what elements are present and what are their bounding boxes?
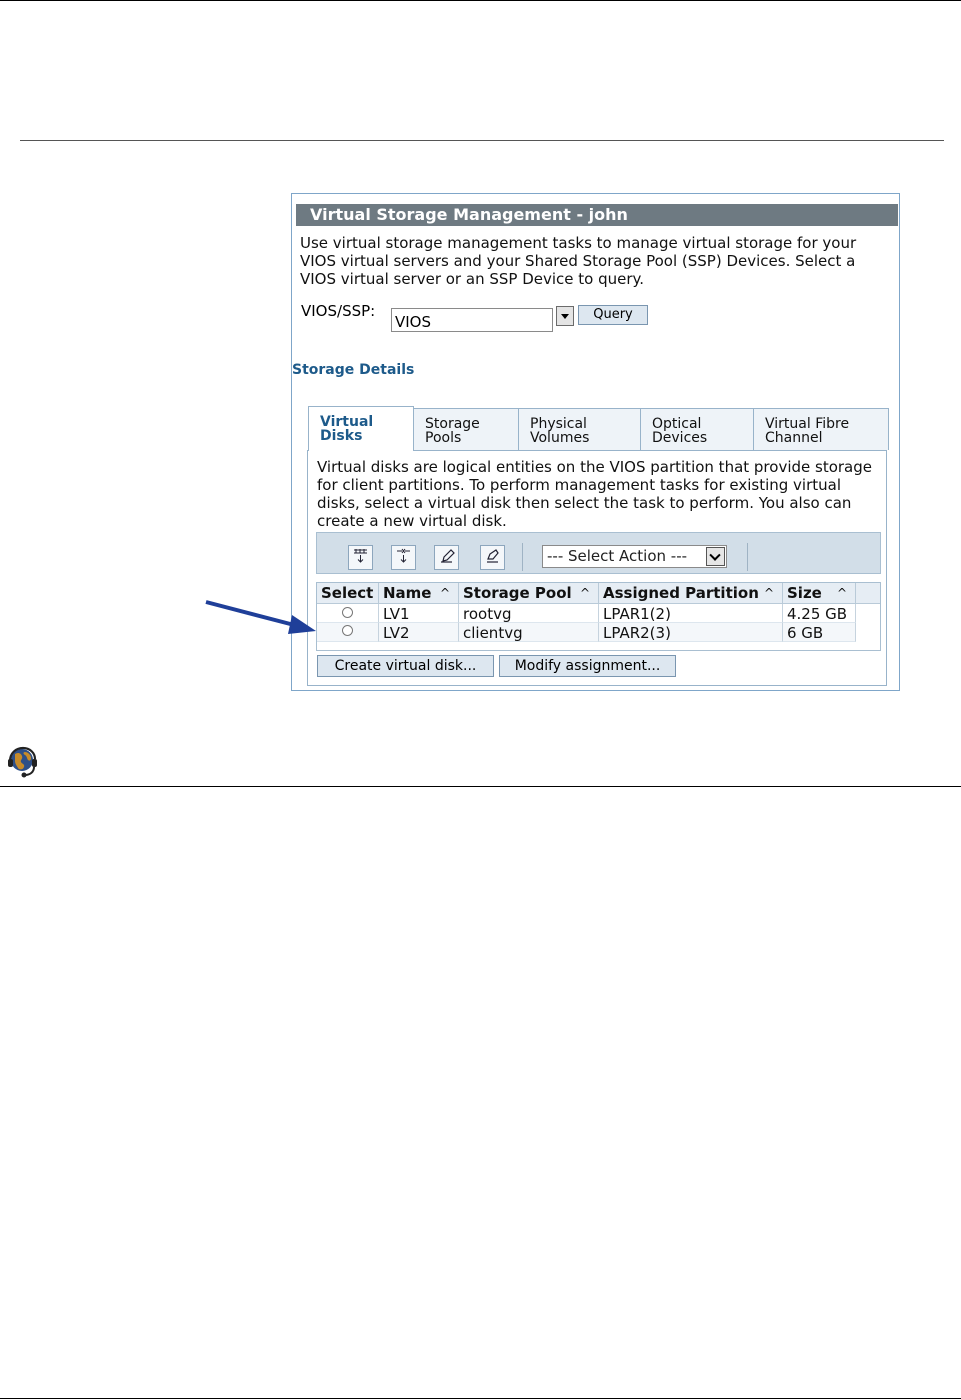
virtual-disks-table	[316, 582, 881, 651]
vios-ssp-select[interactable]: VIOS	[391, 308, 553, 332]
column-header-size[interactable]	[783, 583, 856, 604]
edit-alt-icon[interactable]	[480, 545, 505, 570]
tab-description: Virtual disks are logical entities on the VIOS partition that provide storage for client partitions. To perform management tasks for existing virtual disks, select a virtual disk then select the task to perform. You also can create a new virtual disk.	[317, 458, 872, 530]
page-bottom-rule	[0, 1398, 961, 1399]
column-header-label: Assigned Partition	[603, 584, 759, 602]
tab-optical-devices[interactable]	[640, 408, 754, 450]
globe-support-icon	[6, 745, 40, 779]
column-header-assigned-partition[interactable]	[599, 583, 783, 604]
table-cell-pool: clientvg	[459, 623, 599, 642]
edit-icon[interactable]	[434, 545, 459, 570]
table-cell-select	[317, 623, 379, 642]
table-cell-select	[317, 604, 379, 623]
tab-label-line1: Optical	[652, 416, 702, 432]
table-cell-partition: LPAR2(3)	[599, 623, 783, 642]
tab-label-line2: Volumes	[530, 430, 590, 446]
virtual-storage-panel	[291, 193, 900, 691]
select-action-label: --- Select Action ---	[547, 547, 688, 565]
sort-icon[interactable]: ^	[579, 586, 590, 600]
tab-storage-pools[interactable]	[413, 408, 519, 450]
sort-icon[interactable]: ^	[763, 586, 774, 600]
panel-title: Virtual Storage Management - john	[296, 204, 898, 226]
column-header-storage-pool[interactable]	[459, 583, 599, 604]
chevron-down-icon[interactable]	[556, 306, 574, 326]
tab-label-line1: Storage	[425, 416, 480, 432]
panel-intro-text: Use virtual storage management tasks to manage virtual storage for your VIOS virtual servers and your Shared Storage Pool (SSP) Devices. Select a VIOS virtual server or an SSP Device to query.	[300, 234, 857, 288]
table-cell-size: 6 GB	[783, 623, 856, 642]
tab-label-line2: Pools	[425, 430, 462, 446]
column-header-label: Storage Pool	[463, 584, 572, 602]
tab-label-line2: Channel	[765, 430, 823, 446]
footer-rule	[0, 786, 961, 787]
tab-label-line1: Virtual	[320, 414, 374, 430]
chevron-down-icon[interactable]	[706, 547, 725, 566]
column-header-filler	[856, 583, 880, 604]
table-cell-name: LV2	[379, 623, 459, 642]
row-select-radio[interactable]	[342, 607, 353, 618]
tab-physical-volumes[interactable]	[518, 408, 641, 450]
header-rule	[20, 140, 944, 141]
annotation-arrow-icon	[200, 596, 320, 646]
table-cell-pool: rootvg	[459, 604, 599, 623]
toolbar-separator	[747, 543, 748, 571]
query-button[interactable]: Query	[578, 305, 648, 325]
column-header-select[interactable]: Select	[317, 583, 379, 604]
tab-label-line2: Disks	[320, 428, 363, 444]
column-header-label: Name	[383, 584, 432, 602]
storage-details-heading: Storage Details	[292, 362, 415, 378]
tab-label-line1: Virtual Fibre	[765, 416, 850, 432]
tab-label-line1: Physical	[530, 416, 587, 432]
deselect-all-icon[interactable]	[391, 545, 416, 570]
tab-virtual-disks[interactable]	[308, 406, 414, 451]
create-virtual-disk-button[interactable]: Create virtual disk...	[317, 655, 494, 677]
modify-assignment-button[interactable]: Modify assignment...	[499, 655, 676, 677]
table-cell-size: 4.25 GB	[783, 604, 856, 623]
vios-ssp-label: VIOS/SSP:	[301, 302, 376, 320]
table-cell-name: LV1	[379, 604, 459, 623]
select-all-icon[interactable]	[348, 545, 373, 570]
page-top-rule	[0, 0, 961, 1]
toolbar-separator	[522, 543, 523, 571]
tab-label-line2: Devices	[652, 430, 708, 446]
table-cell-partition: LPAR1(2)	[599, 604, 783, 623]
row-select-radio[interactable]	[342, 625, 353, 636]
tab-virtual-fibre-channel[interactable]	[753, 408, 889, 450]
sort-icon[interactable]: ^	[836, 586, 847, 600]
sort-icon[interactable]: ^	[439, 586, 450, 600]
select-action-dropdown[interactable]	[542, 545, 727, 568]
column-header-name[interactable]	[379, 583, 459, 604]
column-header-label: Size	[787, 584, 822, 602]
